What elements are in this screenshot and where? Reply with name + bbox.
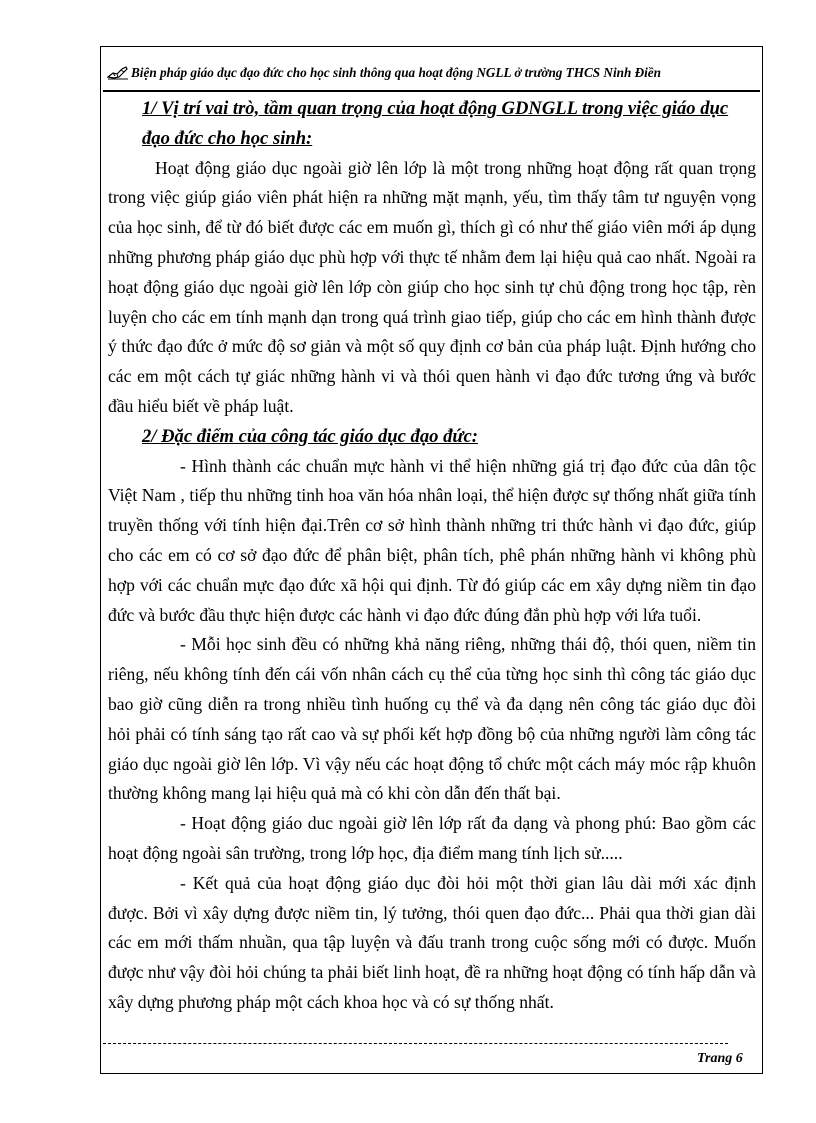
paragraph: Hoạt động giáo dục ngoài giờ lên lớp là một trong những hoạt động rất quan trọng trong việc giúp giáo viên phát hiện ra những mặt mạnh, yếu, tìm thấy tâm tư nguyện vọng của học sinh, để từ đó biết được các em muốn gì, thích gì có như thế giáo viên mới áp dụng những phương pháp giáo dục phù hợp với thực tế nhằm đem lại hiệu quả cao nhất. Ngoài ra hoạt động giáo dục ngoài giờ lên lớp còn giúp cho học sinh tự chủ động trong học tập, rèn luyện cho các em tính mạnh dạn trong quá trình giao tiếp, giúp cho các em hình thành được ý thức đạo đức ở mức độ sơ giản và một số quy định cơ bản của pháp luật. Định hướng cho các em một cách tự giác những hành vi và thói quen hành vi đạo đức tương ứng và bước đầu hiểu biết về pháp luật. [108, 157, 756, 416]
footer-divider [103, 1043, 728, 1044]
section-heading-1: 1/ Vị trí vai trò, tầm quan trọng của hoạt động GDNGLL trong việc giáo dục đạo đức cho học sinh: [142, 98, 729, 149]
section-heading-2: 2/ Đặc điểm của công tác giáo dục đạo đức: [142, 425, 478, 447]
paragraph: - Hoạt động giáo duc ngoài giờ lên lớp rất đa dạng và phong phú: Bao gồm các hoạt động ngoài sân trường, trong lớp học, địa điểm mang tính lịch sử..... [108, 813, 756, 863]
writing-hand-icon [107, 64, 129, 80]
header-title: Biện pháp giáo dục đạo đức cho học sinh thông qua hoạt động NGLL ở trường THCS Ninh Điền [131, 65, 661, 80]
paragraph: - Kết quả của hoạt động giáo dục đòi hỏi một thời gian lâu dài mới xác định được. Bởi vì xây dựng được niềm tin, lý tưởng, thói quen đạo đức... Phải qua thời gian dài các em mới thấm nhuần, qua tập luyện và đấu tranh trong cuộc sống mới có được. Muốn được như vậy đòi hỏi chúng ta phải biết linh hoạt, đề ra những hoạt động có tính hấp dẫn và xây dựng phương pháp một cách khoa học và có sự thống nhất. [108, 872, 756, 1012]
page-number: Trang 6 [697, 1051, 743, 1066]
page-header [103, 58, 760, 92]
paragraph: - Mỗi học sinh đều có những khả năng riêng, những thái độ, thói quen, niềm tin riêng, nếu không tính đến cái vốn nhân cách cụ thể của từng học sinh thì công tác giáo dục bao giờ cũng diễn ra trong nhiều tình huống cụ thể và đa dạng nên công tác giáo dục đòi hỏi phải có tính sáng tạo rất cao và sự phối kết hợp đồng bộ của những người làm công tác giáo dục ngoài giờ lên lớp. Vì vậy nếu các hoạt động tổ chức một cách máy móc rập khuôn thường không mang lại hiệu quả mà có khi còn dẫn đến thất bại. [108, 634, 756, 804]
document-body [108, 94, 756, 1018]
paragraph: - Hình thành các chuẩn mực hành vi thể hiện những giá trị đạo đức của dân tộc Việt Nam , tiếp thu những tinh hoa văn hóa nhân loại, thể hiện được sự thống nhất giữa tính truyền thống với tính hiện đại.Trên cơ sở hình thành những tri thức hành vi đạo đức, giúp cho các em có cơ sở đạo đức để phân biệt, phân tích, phê phán những hành vi không phù hợp với các chuẩn mực đạo đức xã hội qui định. Từ đó giúp các em xây dựng niềm tin đạo đức và bước đầu thực hiện được các hành vi đạo đức đúng đắn phù hợp với lứa tuổi. [108, 455, 756, 625]
